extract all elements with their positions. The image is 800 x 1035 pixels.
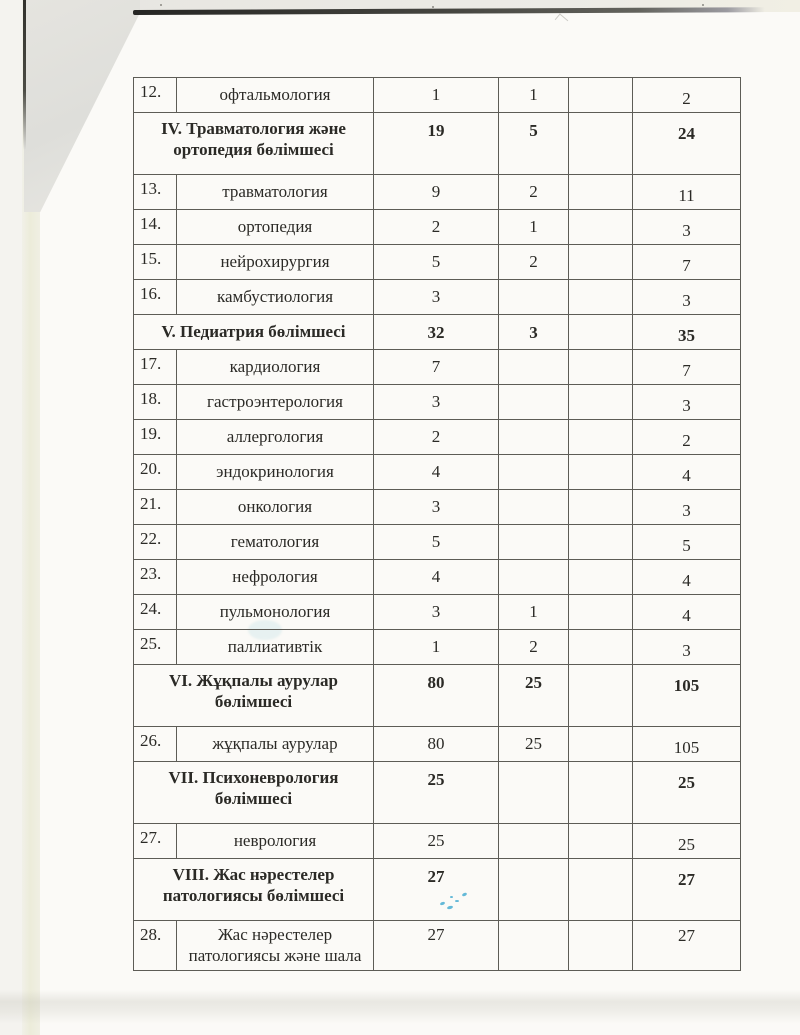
cell-total-value: 3 xyxy=(682,641,691,661)
cell-v2-value: 1 xyxy=(529,85,538,105)
table-row xyxy=(134,210,741,245)
cell-total xyxy=(633,595,741,630)
table-row xyxy=(134,490,741,525)
cell-total xyxy=(633,280,741,315)
cell-total-value: 4 xyxy=(682,466,691,486)
row-number-cell: 13. xyxy=(134,175,177,210)
cell-v2 xyxy=(499,455,569,490)
row-number-cell: 28. xyxy=(134,921,177,971)
department-name-cell: гематология xyxy=(177,525,374,560)
cell-total xyxy=(633,824,741,859)
cell-v1-value: 1 xyxy=(431,637,441,657)
row-number-cell: 14. xyxy=(134,210,177,245)
section-header-row xyxy=(134,762,741,824)
cell-total-value: 3 xyxy=(682,501,691,521)
department-name-cell: офтальмология xyxy=(177,78,374,113)
cell-v1 xyxy=(374,113,499,175)
cell-v1-value: 3 xyxy=(431,287,441,307)
cell-v2 xyxy=(499,921,569,971)
cell-v1 xyxy=(374,824,499,859)
cell-v1-value: 80 xyxy=(427,734,445,754)
cell-v1 xyxy=(374,490,499,525)
cell-v1 xyxy=(374,455,499,490)
cell-v2 xyxy=(499,630,569,665)
department-name-cell: кардиология xyxy=(177,350,374,385)
cell-v3 xyxy=(569,78,633,113)
cell-total xyxy=(633,175,741,210)
cell-v2-value: 2 xyxy=(529,637,538,657)
table-row xyxy=(134,525,741,560)
cell-total xyxy=(633,490,741,525)
cell-v1 xyxy=(374,78,499,113)
row-number-cell: 18. xyxy=(134,385,177,420)
cell-v1-value: 2 xyxy=(431,427,441,447)
cell-total xyxy=(633,630,741,665)
cell-total-value: 105 xyxy=(673,738,700,758)
cell-v3 xyxy=(569,385,633,420)
cell-v2-value: 3 xyxy=(529,323,538,342)
row-number-cell: 22. xyxy=(134,525,177,560)
department-name-cell: эндокринология xyxy=(177,455,374,490)
section-header-row xyxy=(134,859,741,921)
cell-v3 xyxy=(569,560,633,595)
cell-v3 xyxy=(569,665,633,727)
cell-v2 xyxy=(499,385,569,420)
department-name-cell: нефрология xyxy=(177,560,374,595)
department-name-cell: нейрохирургия xyxy=(177,245,374,280)
department-name-cell: ортопедия xyxy=(177,210,374,245)
cell-total-value: 2 xyxy=(682,431,691,451)
table-row xyxy=(134,175,741,210)
scan-bottom-texture xyxy=(0,990,800,1024)
cell-total xyxy=(633,560,741,595)
section-title-cell: VII. Психоневрология бөлімшесі xyxy=(134,762,374,824)
cell-v1 xyxy=(374,560,499,595)
row-number-cell: 21. xyxy=(134,490,177,525)
row-number-cell: 23. xyxy=(134,560,177,595)
cell-total-value: 5 xyxy=(682,536,691,556)
cell-total xyxy=(633,762,741,824)
cell-v2 xyxy=(499,78,569,113)
cell-total-value: 4 xyxy=(682,606,691,626)
cell-v1-value: 32 xyxy=(427,323,445,342)
cell-v2 xyxy=(499,350,569,385)
cell-v3 xyxy=(569,455,633,490)
scan-speck-mark xyxy=(555,13,569,26)
cell-v3 xyxy=(569,490,633,525)
scan-speck xyxy=(432,6,434,8)
cell-v2-value: 25 xyxy=(525,673,542,692)
cell-v1-value: 7 xyxy=(431,357,441,377)
cell-v1 xyxy=(374,315,499,350)
cell-v1-value: 5 xyxy=(431,532,441,552)
cell-total xyxy=(633,210,741,245)
cell-total xyxy=(633,113,741,175)
cell-v1-value: 27 xyxy=(427,925,445,944)
cell-v3 xyxy=(569,280,633,315)
cell-v1 xyxy=(374,280,499,315)
table-row xyxy=(134,824,741,859)
cell-v2 xyxy=(499,175,569,210)
cell-v1-value: 25 xyxy=(427,770,445,789)
row-number-cell: 16. xyxy=(134,280,177,315)
row-number-cell: 25. xyxy=(134,630,177,665)
table-row xyxy=(134,595,741,630)
cell-total-value: 3 xyxy=(682,396,691,416)
section-header-row xyxy=(134,315,741,350)
table-row xyxy=(134,420,741,455)
cell-v1-value: 2 xyxy=(431,217,441,237)
cell-total xyxy=(633,727,741,762)
section-header-row xyxy=(134,113,741,175)
cell-total-value: 7 xyxy=(682,361,691,381)
cell-total xyxy=(633,350,741,385)
cell-v3 xyxy=(569,824,633,859)
table-row xyxy=(134,385,741,420)
cell-v3 xyxy=(569,113,633,175)
section-title-cell: V. Педиатрия бөлімшесі xyxy=(134,315,374,350)
row-number-cell: 12. xyxy=(134,78,177,113)
cell-v2 xyxy=(499,245,569,280)
scan-corner-shadow xyxy=(24,0,140,212)
cell-v2 xyxy=(499,280,569,315)
department-name-cell: неврология xyxy=(177,824,374,859)
cell-v2 xyxy=(499,210,569,245)
cell-v2-value: 25 xyxy=(525,734,542,754)
cell-v3 xyxy=(569,921,633,971)
cell-total-value: 25 xyxy=(678,773,695,792)
cell-v3 xyxy=(569,350,633,385)
cell-total xyxy=(633,921,741,971)
scan-left-edge-shadow xyxy=(23,0,26,150)
cell-v2 xyxy=(499,525,569,560)
table-row xyxy=(134,921,741,971)
cell-v3 xyxy=(569,245,633,280)
cell-v1-value: 4 xyxy=(431,462,441,482)
cell-v3 xyxy=(569,210,633,245)
department-name-cell: паллиативтік xyxy=(177,630,374,665)
scan-speck xyxy=(160,4,162,6)
departments-table-body xyxy=(134,78,741,971)
row-number-cell: 20. xyxy=(134,455,177,490)
department-name-cell: гастроэнтерология xyxy=(177,385,374,420)
cell-v1 xyxy=(374,420,499,455)
cell-total xyxy=(633,525,741,560)
cell-total xyxy=(633,315,741,350)
cell-v2 xyxy=(499,315,569,350)
cell-v1 xyxy=(374,350,499,385)
cell-v1 xyxy=(374,727,499,762)
cell-v1-value: 19 xyxy=(427,121,445,140)
cell-total-value: 3 xyxy=(682,221,691,241)
cell-total-value: 25 xyxy=(678,835,695,855)
cell-v2-value: 5 xyxy=(529,121,538,140)
cell-total-value: 27 xyxy=(678,926,695,945)
cell-total-value: 24 xyxy=(678,124,695,143)
cell-v1 xyxy=(374,525,499,560)
cell-v2 xyxy=(499,859,569,921)
cell-total-value: 2 xyxy=(682,89,691,109)
cell-total xyxy=(633,385,741,420)
cell-v2-value: 1 xyxy=(529,602,538,622)
cell-v2 xyxy=(499,665,569,727)
cell-v1-value: 3 xyxy=(431,602,441,622)
cell-v2-value: 2 xyxy=(529,182,538,202)
cell-v1 xyxy=(374,921,499,971)
cell-v1 xyxy=(374,175,499,210)
cell-total-value: 11 xyxy=(678,186,695,206)
section-title-cell: VIII. Жас нәрестелер патологиясы бөлімшесі xyxy=(134,859,374,921)
section-title-cell: IV. Травматология және ортопедия бөлімшесі xyxy=(134,113,374,175)
department-name-cell: Жас нәрестелер патологиясы және шала xyxy=(177,921,374,971)
cell-v3 xyxy=(569,420,633,455)
cell-v2 xyxy=(499,762,569,824)
department-name-cell: аллергология xyxy=(177,420,374,455)
table-row xyxy=(134,455,741,490)
cell-v1-value: 25 xyxy=(427,831,445,851)
cell-total xyxy=(633,78,741,113)
row-number-cell: 15. xyxy=(134,245,177,280)
cell-total xyxy=(633,665,741,727)
cell-v2 xyxy=(499,824,569,859)
cell-v1 xyxy=(374,630,499,665)
cell-v1 xyxy=(374,245,499,280)
scan-speck xyxy=(702,4,704,6)
cell-v1-value: 3 xyxy=(431,497,441,517)
table-row xyxy=(134,78,741,113)
row-number-cell: 19. xyxy=(134,420,177,455)
row-number-cell: 24. xyxy=(134,595,177,630)
cell-total-value: 35 xyxy=(678,326,695,345)
department-name-cell: онкология xyxy=(177,490,374,525)
cell-v2 xyxy=(499,113,569,175)
cell-v2 xyxy=(499,595,569,630)
cell-v1 xyxy=(374,385,499,420)
cell-v1 xyxy=(374,762,499,824)
table-row xyxy=(134,350,741,385)
row-number-cell: 17. xyxy=(134,350,177,385)
cell-total-value: 7 xyxy=(682,256,691,276)
cell-v2 xyxy=(499,490,569,525)
cell-v1-value: 4 xyxy=(431,567,441,587)
cell-v2 xyxy=(499,727,569,762)
table-row xyxy=(134,560,741,595)
cell-v1 xyxy=(374,595,499,630)
table-row xyxy=(134,245,741,280)
cell-total xyxy=(633,455,741,490)
cell-total xyxy=(633,859,741,921)
cell-v2 xyxy=(499,420,569,455)
cell-v3 xyxy=(569,525,633,560)
cell-v3 xyxy=(569,859,633,921)
cell-v1-value: 1 xyxy=(431,85,441,105)
cell-total xyxy=(633,245,741,280)
department-name-cell: камбустиология xyxy=(177,280,374,315)
cell-v2-value: 1 xyxy=(529,217,538,237)
cell-v1-value: 9 xyxy=(431,182,441,202)
cell-v2-value: 2 xyxy=(529,252,538,272)
cell-total xyxy=(633,420,741,455)
cell-total-value: 105 xyxy=(673,676,700,695)
cell-v1-value: 3 xyxy=(431,392,441,412)
departments-table xyxy=(133,77,741,971)
row-number-cell: 27. xyxy=(134,824,177,859)
cell-v1-value: 27 xyxy=(427,867,445,886)
cell-v3 xyxy=(569,762,633,824)
department-name-cell: пульмонология xyxy=(177,595,374,630)
section-header-row xyxy=(134,665,741,727)
cell-total-value: 27 xyxy=(678,870,695,889)
row-number-cell: 26. xyxy=(134,727,177,762)
cell-v1 xyxy=(374,665,499,727)
section-title-cell: VI. Жұқпалы аурулар бөлімшесі xyxy=(134,665,374,727)
cell-v1 xyxy=(374,859,499,921)
cell-v3 xyxy=(569,595,633,630)
cell-v3 xyxy=(569,315,633,350)
cell-v2 xyxy=(499,560,569,595)
cell-v3 xyxy=(569,175,633,210)
cell-total-value: 3 xyxy=(682,291,691,311)
department-name-cell: жұқпалы аурулар xyxy=(177,727,374,762)
table-row xyxy=(134,727,741,762)
cell-v3 xyxy=(569,630,633,665)
scan-left-margin xyxy=(0,0,22,1035)
cell-v1 xyxy=(374,210,499,245)
cell-v3 xyxy=(569,727,633,762)
department-name-cell: травматология xyxy=(177,175,374,210)
table-row xyxy=(134,630,741,665)
table-row xyxy=(134,280,741,315)
cell-v1-value: 80 xyxy=(427,673,445,692)
cell-total-value: 4 xyxy=(682,571,691,591)
cell-v1-value: 5 xyxy=(431,252,441,272)
